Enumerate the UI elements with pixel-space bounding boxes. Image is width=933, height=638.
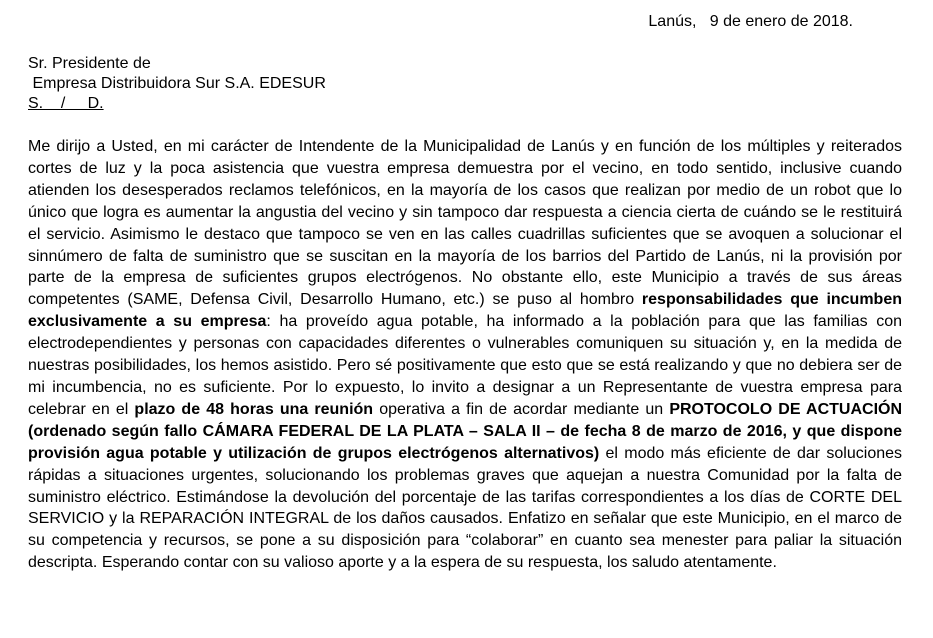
- body-segment-3: operativa a fin de acordar mediante un: [373, 400, 670, 418]
- body-segment-1: Me dirijo a Usted, en mi carácter de Intendente de la Municipalidad de Lanús y en función de los múltiples y reiterados cortes de luz y la poca asistencia que vuestra empresa demuestra por el vecino, en todo sentido, inclusive cuando atienden los desesperados reclamos telefónicos, en la mayoría de los casos que realizan por medio de un robot que lo único que logra es aumentar la angustia del vecino y sin tampoco dar respuesta a ciencia cierta de cuándo se le restituirá el servicio. Asimismo le destaco que tampoco se ven en las calles cuadrillas suficientes que se avoquen a solucionar el sinnúmero de falta de suministro que se suscitan en la mayoría de los barrios del Partido de Lanús, ni la provisión por parte de la empresa de suficientes grupos electrógenos. No obstante ello, este Municipio a través de sus áreas competentes (SAME, Defensa Civil, Desarrollo Humano, etc.) se puso al hombro: [28, 138, 902, 309]
- addressee-title: Sr. Presidente de: [28, 55, 151, 72]
- body-bold-responsibilities: responsabilidades que incumben exclusivamente a su empresa: [28, 291, 902, 331]
- addressee-block: [28, 54, 326, 114]
- addressee-company: Empresa Distribuidora Sur S.A. EDESUR: [28, 75, 326, 92]
- body-bold-protocol: PROTOCOLO DE ACTUACIÓN (ordenado según fallo CÁMARA FEDERAL DE LA PLATA – SALA II – de fecha 8 de marzo de 2016, y que dispone provisión agua potable y utilización de grupos electrógenos alternativos): [28, 400, 903, 462]
- letter-date: Lanús, 9 de enero de 2018.: [648, 13, 853, 30]
- body-segment-2: : ha proveído agua potable, ha informado a la población para que las familias con electrodependientes y personas con capacidades diferentes o vulnerables comuniquen su situación y, en la medida de nuestras posibilidades, los hemos asistido. Pero sé positivamente que esto que se está realizando y que no debiera ser de mi incumbencia, no es suficiente. Por lo expuesto, lo invito a designar a un Representante de vuestra empresa para celebrar en el: [28, 313, 902, 418]
- addressee-sd: S. / D.: [28, 95, 104, 112]
- body-bold-deadline: plazo de 48 horas una reunión: [134, 400, 374, 418]
- letter-body: [28, 136, 902, 574]
- body-segment-4: el modo más eficiente de dar soluciones rápidas a situaciones urgentes, solucionando los problemas graves que aquejan a nuestra Comunidad por la falta de suministro eléctrico. Estimándose la devolución del porcentaje de las tarifas correspondientes a los días de CORTE DEL SERVICIO y la REPARACIÓN INTEGRAL de los daños causados. Enfatizo en señalar que este Municipio, en el marco de su competencia y recursos, se pone a su disposición para “colaborar” en cuanto sea menester para paliar la situación descripta. Esperando contar con su valioso aporte y a la espera de su respuesta, los saludo atentamente.: [28, 444, 903, 572]
